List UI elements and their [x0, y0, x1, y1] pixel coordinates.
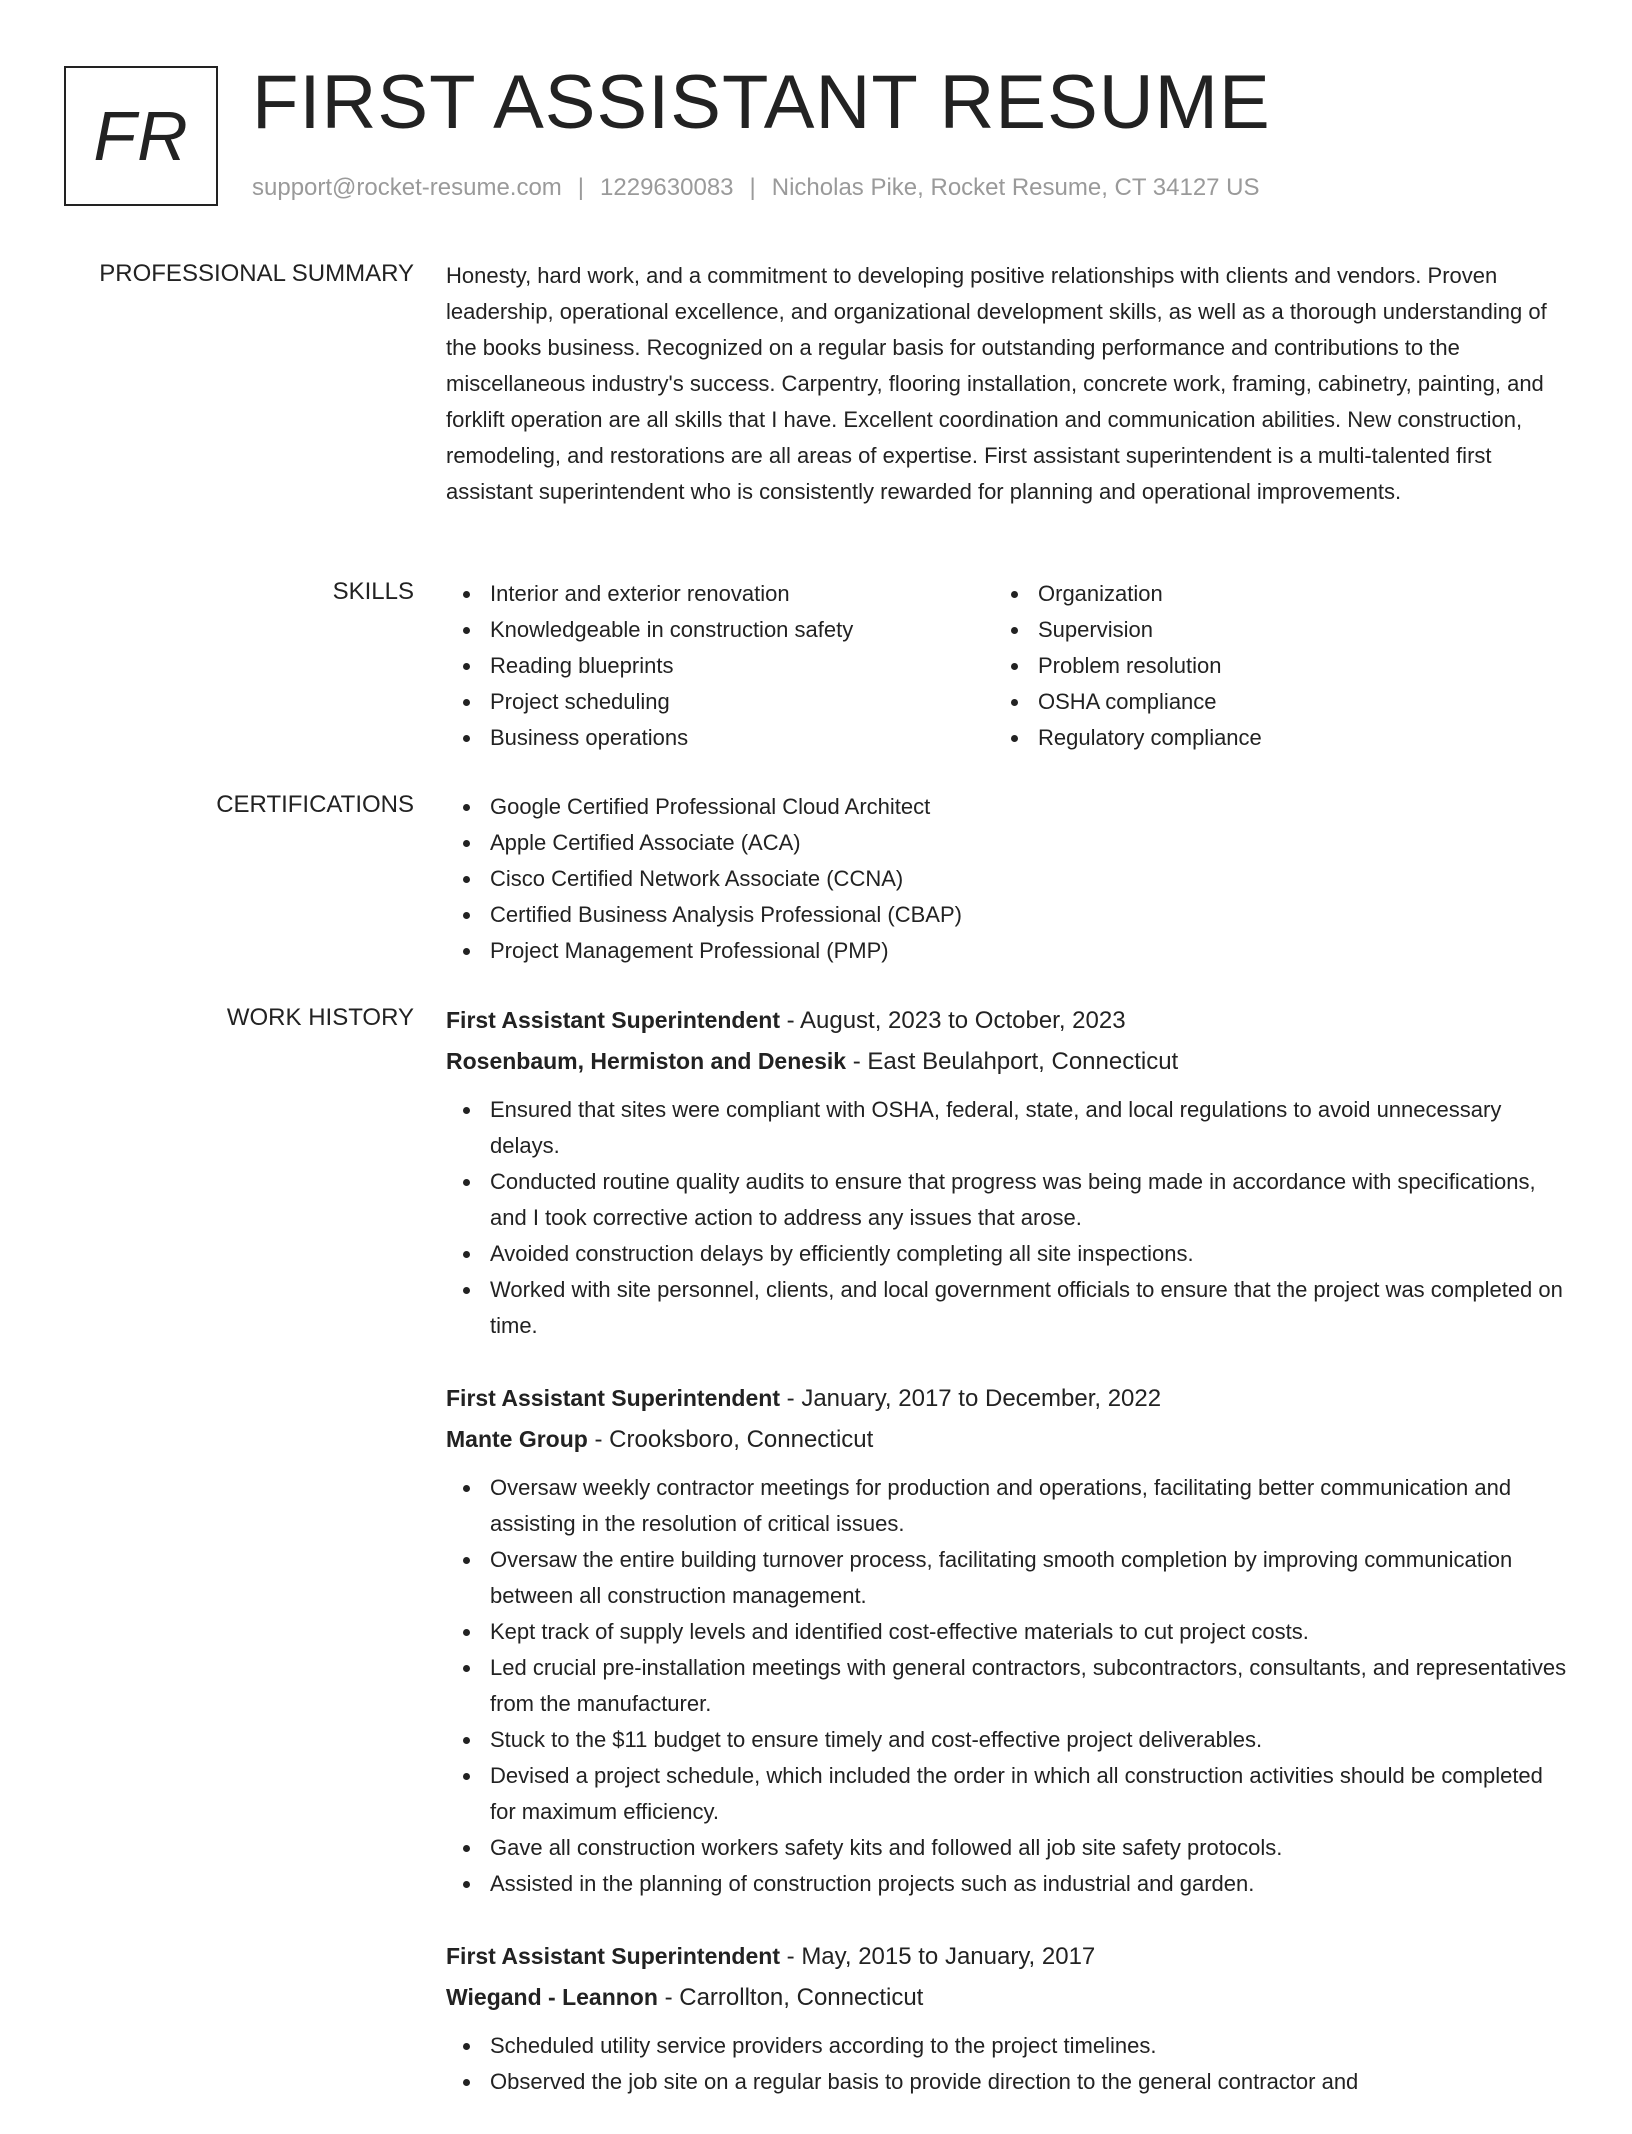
job-bullet: Ensured that sites were compliant with OSHA, federal, state, and local regulations to avoid unnecessary delays. [446, 1092, 1570, 1164]
summary-text: Honesty, hard work, and a commitment to developing positive relationships with clients and vendors. Proven leadership, operational excellence, and organizational development skills, as well as a thorough understanding of the books business. Recognized on a regular basis for outstanding performance and contributions to the miscellaneous industry's success. Carpentry, flooring installation, concrete work, framing, cabinetry, painting, and forklift operation are all skills that I have. Excellent coordination and communication abilities. New construction, remodeling, and restorations are all areas of expertise. First assistant superintendent is a multi-talented first assistant superintendent who is consistently rewarded for planning and operational improvements. [446, 263, 1547, 504]
skill-item: Business operations [446, 720, 994, 756]
contact-line [252, 174, 1260, 202]
contact-phone[interactable]: 1229630083 [600, 174, 734, 201]
job-company-line [446, 1419, 1570, 1460]
job-bullet: Observed the job site on a regular basis to provide direction to the general contractor and [446, 2064, 1570, 2100]
job-bullet: Assisted in the planning of construction projects such as industrial and garden. [446, 1866, 1570, 1902]
job-bullet: Stuck to the $11 budget to ensure timely and cost-effective project deliverables. [446, 1722, 1570, 1758]
job-bullet-list [446, 2028, 1570, 2100]
job-bullet: Oversaw the entire building turnover process, facilitating smooth completion by improving communication between all construction management. [446, 1542, 1570, 1614]
skills-body [446, 576, 1570, 756]
section-label-skills: SKILLS [332, 578, 414, 605]
job-bullet: Oversaw weekly contractor meetings for production and operations, facilitating better communication and assisting in the resolution of critical issues. [446, 1470, 1570, 1542]
job-company-line [446, 1041, 1570, 1082]
job-entry [446, 1936, 1570, 2100]
job-bullet: Gave all construction workers safety kits and followed all job site safety protocols. [446, 1830, 1570, 1866]
job-company: Wiegand - Leannon [446, 1984, 658, 2010]
job-company-line [446, 1977, 1570, 2018]
job-location: - Carrollton, Connecticut [657, 1984, 924, 2011]
job-entry [446, 1378, 1570, 1902]
job-bullet: Kept track of supply levels and identified cost-effective materials to cut project costs. [446, 1614, 1570, 1650]
skill-item: Project scheduling [446, 684, 994, 720]
job-title-line [446, 1378, 1570, 1419]
job-company: Rosenbaum, Hermiston and Denesik [446, 1048, 847, 1074]
job-title-line [446, 1936, 1570, 1977]
job-dates: - January, 2017 to December, 2022 [779, 1385, 1162, 1412]
certification-item: Certified Business Analysis Professional (CBAP) [446, 897, 1570, 933]
job-bullet: Led crucial pre-installation meetings with general contractors, subcontractors, consultants, and representatives from the manufacturer. [446, 1650, 1570, 1722]
job-location: - East Beulahport, Connecticut [846, 1048, 1179, 1075]
job-title-line [446, 1000, 1570, 1041]
certification-item: Project Management Professional (PMP) [446, 933, 1570, 969]
skill-item: Knowledgeable in construction safety [446, 612, 994, 648]
job-bullet: Devised a project schedule, which included the order in which all construction activities should be completed for maximum efficiency. [446, 1758, 1570, 1830]
job-dates: - August, 2023 to October, 2023 [779, 1007, 1126, 1034]
job-bullet: Worked with site personnel, clients, and local government officials to ensure that the project was completed on time. [446, 1272, 1570, 1344]
skill-item: Reading blueprints [446, 648, 994, 684]
skill-item: Organization [994, 576, 1542, 612]
certifications-body [446, 789, 1570, 969]
job-bullet: Scheduled utility service providers according to the project timelines. [446, 2028, 1570, 2064]
job-bullet: Conducted routine quality audits to ensure that progress was being made in accordance with specifications, and I took corrective action to address any issues that arose. [446, 1164, 1570, 1236]
section-label-summary: PROFESSIONAL SUMMARY [99, 260, 414, 287]
skill-item: Supervision [994, 612, 1542, 648]
resume-title: FIRST ASSISTANT RESUME [252, 60, 1271, 145]
contact-separator: | [749, 174, 756, 201]
certifications-list [446, 789, 1570, 969]
job-bullet-list [446, 1470, 1570, 1902]
certification-item: Apple Certified Associate (ACA) [446, 825, 1570, 861]
certification-item: Cisco Certified Network Associate (CCNA) [446, 861, 1570, 897]
job-title: First Assistant Superintendent [446, 1385, 780, 1411]
job-company: Mante Group [446, 1426, 588, 1452]
summary-body [446, 258, 1570, 510]
job-dates: - May, 2015 to January, 2017 [779, 1943, 1096, 1970]
monogram-logo: FR [64, 66, 218, 206]
contact-email[interactable]: support@rocket-resume.com [252, 174, 562, 201]
job-location: - Crooksboro, Connecticut [587, 1426, 874, 1453]
job-bullet: Avoided construction delays by efficiently completing all site inspections. [446, 1236, 1570, 1272]
section-label-work-history: WORK HISTORY [226, 1004, 414, 1031]
skill-item: OSHA compliance [994, 684, 1542, 720]
skills-column-1 [446, 576, 994, 756]
job-title: First Assistant Superintendent [446, 1943, 780, 1969]
job-bullet-list [446, 1092, 1570, 1344]
job-entry [446, 1000, 1570, 1344]
job-title: First Assistant Superintendent [446, 1007, 780, 1033]
skill-item: Problem resolution [994, 648, 1542, 684]
work-history-body [446, 1000, 1570, 2134]
section-label-certifications: CERTIFICATIONS [216, 791, 414, 818]
contact-separator: | [577, 174, 585, 201]
skill-item: Interior and exterior renovation [446, 576, 994, 612]
contact-address: Nicholas Pike, Rocket Resume, CT 34127 US [771, 174, 1260, 201]
skills-column-2 [994, 576, 1542, 756]
skill-item: Regulatory compliance [994, 720, 1542, 756]
certification-item: Google Certified Professional Cloud Architect [446, 789, 1570, 825]
